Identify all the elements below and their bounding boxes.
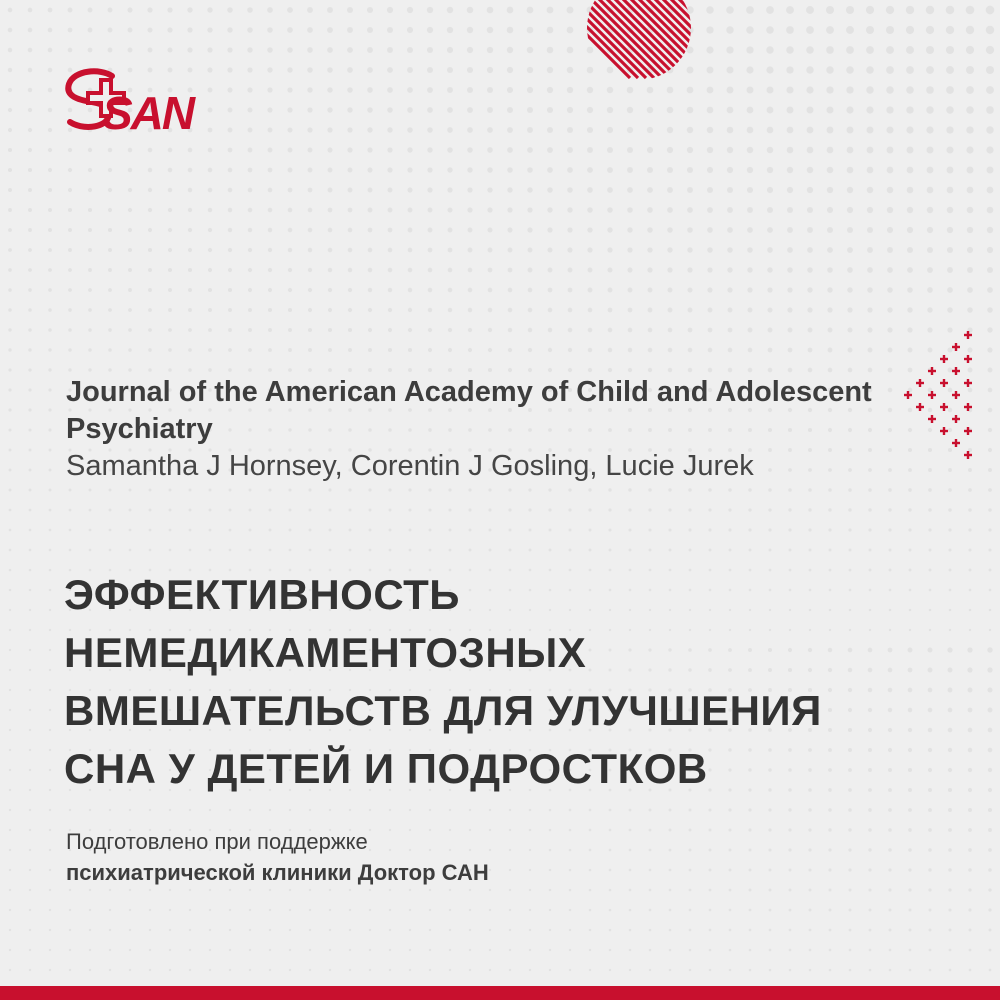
support-line-2: психиатрической клиники Доктор САН	[66, 860, 489, 885]
support-note	[66, 826, 766, 888]
title-line: НЕМЕДИКАМЕНТОЗНЫХ	[64, 629, 587, 676]
support-line-1: Подготовлено при поддержке	[66, 829, 368, 854]
title-line: ЭФФЕКТИВНОСТЬ	[64, 571, 460, 618]
bottom-accent-bar	[0, 986, 1000, 1000]
authors-list: Samantha J Hornsey, Corentin J Gosling, Lucie Jurek	[66, 450, 754, 482]
journal-name: Journal of the American Academy of Child and Adolescent Psychiatry	[66, 376, 872, 445]
san-logo	[64, 66, 216, 136]
article-title	[64, 566, 964, 798]
title-line: СНА У ДЕТЕЙ И ПОДРОСТКОВ	[64, 745, 708, 792]
striped-circle-decoration	[586, 0, 692, 84]
logo-text: SAN	[102, 87, 194, 136]
title-line: ВМЕШАТЕЛЬСТВ ДЛЯ УЛУЧШЕНИЯ	[64, 687, 822, 734]
cross-pattern-decoration	[900, 330, 980, 460]
